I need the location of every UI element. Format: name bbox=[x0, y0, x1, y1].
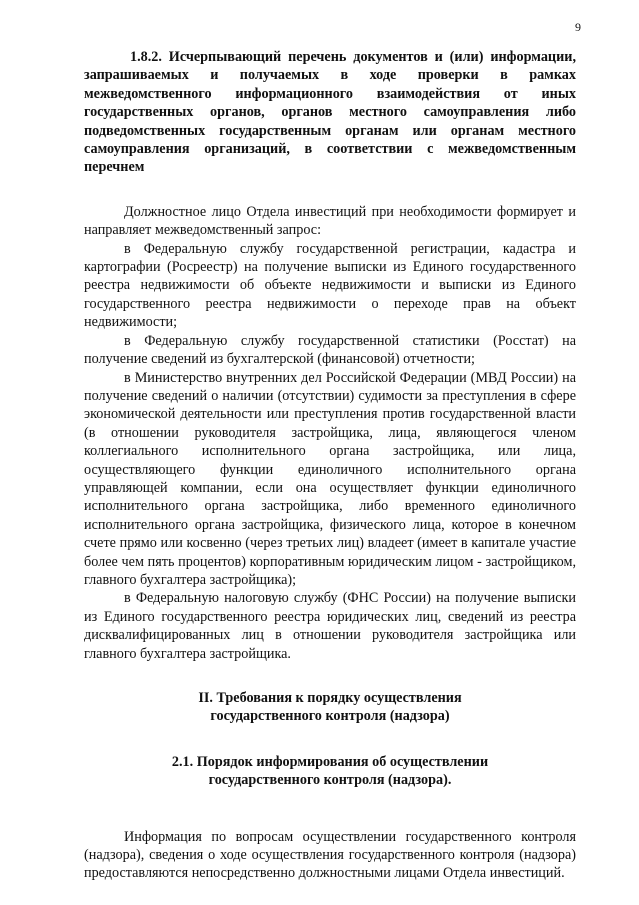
section-2-1-heading-line2: государственного контроля (надзора). bbox=[208, 772, 452, 789]
document-body bbox=[84, 48, 576, 883]
paragraph-rosstat: в Федеральную службу государственной статистики (Росстат) на получение сведений из бухгалтерской (финансовой) отчетности; bbox=[84, 332, 576, 368]
paragraph-mvd: в Министерство внутренних дел Российской Федерации (МВД России) на получение сведений о наличии (отсутствии) судимости за преступления в сфере экономической деятельности или преступления против государственной власти (в отношении руководителя застройщика, лица, являющегося членом коллегиального исполнительного органа застройщика, или лица, осуществляющего функции единоличного исполнительного органа управляющей компании, если она осуществляет функции единоличного исполнительного органа застройщика, либо временного единоличного исполнительного органа застройщика, физического лица, которое в конечном счете прямо или косвенно (через третьих лиц) владеет (имеет в капитале участие более чем пять процентов) корпоративным юридическим лицом - застройщиком, главного бухгалтера застройщика); bbox=[84, 369, 576, 588]
paragraph-information: Информация по вопросам осуществлении государственного контроля (надзора), сведения о ходе осуществления государственного контроля (надзора) предоставляются непосредственно должностными лицами Отдела инвестиций. bbox=[84, 828, 576, 882]
section-1-8-2-heading bbox=[84, 48, 576, 177]
section-2-heading-line1: II. Требования к порядку осуществления bbox=[198, 690, 462, 706]
section-2-1-heading bbox=[84, 753, 576, 790]
paragraph-fns: в Федеральную налоговую службу (ФНС России) на получение выписки из Единого государственного реестра юридических лиц, сведений из реестра дисквалифицированных лиц в отношении руководителя застройщика или главного бухгалтера застройщика. bbox=[84, 590, 576, 662]
paragraph-intro: Должностное лицо Отдела инвестиций при необходимости формирует и направляет межведомственный запрос: bbox=[84, 203, 576, 239]
section-1-8-2-body bbox=[84, 203, 576, 663]
section-2-heading bbox=[84, 689, 576, 726]
section-2-heading-line2: государственного контроля (надзора) bbox=[210, 708, 450, 725]
section-1-8-2-heading-text: 1.8.2. Исчерпывающий перечень документов и (или) информации, запрашиваемых и получаемых в ходе проверки в рамках межведомственного информационного взаимодействия от иных государственных органов, органов местного самоуправления либо подведомственных государственным органам или органам местного самоуправления организаций, в соответствии с межведомственным перечнем bbox=[84, 49, 576, 176]
section-2-1-heading-line1: 2.1. Порядок информирования об осуществлении bbox=[171, 753, 489, 770]
paragraph-rosreestr: в Федеральную службу государственной регистрации, кадастра и картографии (Росреестр) на получение выписки из Единого государственного реестра недвижимости об объекте недвижимости и выписки из Единого государственного реестра недвижимости о переходе прав на объект недвижимости; bbox=[84, 240, 576, 331]
page-number: 9 bbox=[575, 20, 581, 34]
